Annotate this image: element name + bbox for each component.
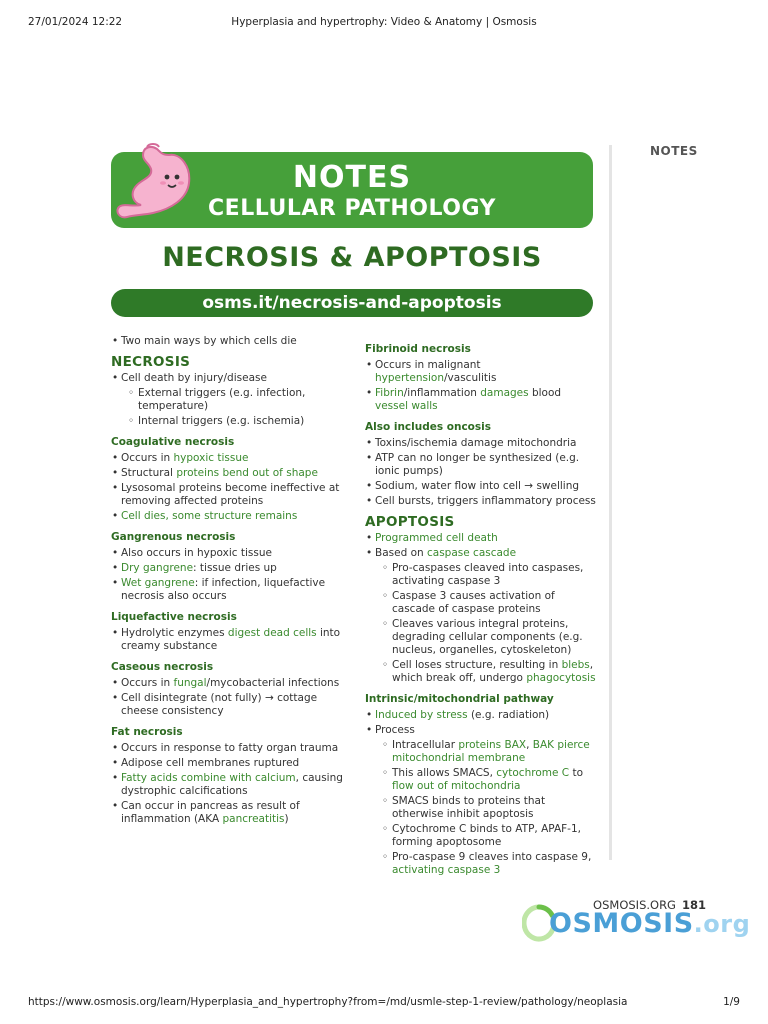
source-page-number: 181	[681, 898, 706, 912]
print-datetime: 27/01/2024 12:22	[28, 16, 123, 28]
bullet-text: Cell loses structure, resulting in	[392, 659, 562, 671]
bullet-item	[111, 547, 343, 560]
highlighted-term: fungal	[173, 677, 207, 689]
bullet-text: Cleaves various integral proteins, degrading cellular components (e.g. nucleus, organelles, cytoskeleton)	[392, 618, 583, 656]
bullet-text: /vasculitis	[444, 372, 497, 384]
bullet-item	[111, 467, 343, 480]
bullet-text: : if infection, liquefactive necrosis also occurs	[121, 577, 326, 602]
print-page-count: 1/9	[723, 996, 740, 1008]
bullet-text: Pro-caspases cleaved into caspases, activating caspase 3	[392, 562, 584, 587]
bullet-text: SMACS binds to proteins that otherwise inhibit apoptosis	[392, 795, 546, 820]
highlighted-term: Cell dies, some structure remains	[121, 510, 298, 522]
highlighted-term: pancreatitis	[222, 813, 285, 825]
sub-bullet-item	[365, 795, 597, 821]
highlighted-term: proteins bend out of shape	[176, 467, 318, 479]
highlighted-term: blebs	[561, 659, 590, 671]
bullet-text: Cell disintegrate (not fully) → cottage cheese consistency	[121, 692, 318, 717]
bullet-text: (e.g. radiation)	[467, 709, 550, 721]
highlighted-term: Fatty acids combine with calcium	[121, 772, 296, 784]
print-footer	[28, 996, 740, 1010]
highlighted-term: BAK pierce mitochondrial membrane	[392, 739, 590, 764]
highlighted-term: hypertension	[375, 372, 445, 384]
highlighted-term: Programmed cell death	[375, 532, 498, 544]
bullet-item	[111, 452, 343, 465]
sub-bullet-item	[365, 590, 597, 616]
sub-bullet-item	[111, 387, 343, 413]
bullet-text: /inflammation	[403, 387, 481, 399]
highlighted-term: digest dead cells	[227, 627, 317, 639]
subsection-heading: Coagulative necrosis	[111, 436, 235, 448]
bullet-item	[111, 677, 343, 690]
bullet-text: Toxins/ischemia damage mitochondria	[375, 437, 577, 449]
bullet-text: Also occurs in hypoxic tissue	[121, 547, 272, 559]
source-site: OSMOSIS.ORG	[593, 898, 676, 912]
highlighted-term: cytochrome C	[496, 767, 570, 779]
print-page-title: Hyperplasia and hypertrophy: Video & Anatomy | Osmosis	[231, 16, 537, 28]
bullet-item	[111, 335, 343, 348]
bullet-item	[365, 437, 597, 450]
stomach-mascot-icon	[113, 143, 201, 225]
bullet-text: Structural	[121, 467, 177, 479]
logo-wordmark: OSMOSIS	[549, 908, 694, 939]
print-header	[28, 16, 740, 30]
bullet-item	[111, 800, 343, 826]
bullet-text: /mycobacterial infections	[206, 677, 340, 689]
highlighted-term: vessel walls	[375, 400, 438, 412]
bullet-item	[365, 480, 597, 493]
bullet-item	[111, 757, 343, 770]
bullet-text: , causing dystrophic calcifications	[121, 772, 343, 797]
bullet-item	[365, 452, 597, 478]
highlighted-term: Induced by stress	[375, 709, 468, 721]
bullet-text: Hydrolytic enzymes	[121, 627, 228, 639]
bullet-text: Sodium, water flow into cell → swelling	[375, 480, 580, 492]
left-notes-column	[111, 335, 343, 828]
bullet-item	[365, 724, 597, 737]
banner-subject: CELLULAR PATHOLOGY	[208, 196, 496, 221]
highlighted-term: activating caspase 3	[392, 864, 501, 876]
subsection-heading: Also includes oncosis	[365, 421, 491, 433]
short-url-banner[interactable]: osms.it/necrosis-and-apoptosis	[111, 289, 593, 317]
bullet-text: Occurs in	[121, 677, 174, 689]
subsection-heading: Gangrenous necrosis	[111, 531, 236, 543]
highlighted-term: Dry gangrene	[121, 562, 194, 574]
subsection-heading: Caseous necrosis	[111, 661, 214, 673]
highlighted-term: damages	[480, 387, 529, 399]
highlighted-term: Wet gangrene	[121, 577, 195, 589]
bullet-text: Cell death by injury/disease	[121, 372, 267, 384]
bullet-text: into creamy substance	[121, 627, 341, 652]
banner-notes-label: NOTES	[292, 160, 412, 195]
bullet-text: : tissue dries up	[193, 562, 277, 574]
bullet-text: blood	[528, 387, 562, 399]
highlighted-term: Fibrin	[375, 387, 404, 399]
subsection-heading: Liquefactive necrosis	[111, 611, 237, 623]
bullet-item	[111, 772, 343, 798]
sub-bullet-item	[365, 659, 597, 685]
bullet-text: Pro-caspase 9 cleaves into caspase 9,	[392, 851, 592, 863]
bullet-item	[111, 692, 343, 718]
section-heading: APOPTOSIS	[365, 514, 455, 530]
document-title: NECROSIS & APOPTOSIS	[162, 242, 542, 273]
subsection-heading: Fibrinoid necrosis	[365, 343, 471, 355]
bullet-text: , which break off, undergo	[392, 659, 594, 684]
highlighted-term: proteins BAX	[458, 739, 527, 751]
bullet-item	[111, 482, 343, 508]
right-notes-column	[365, 335, 597, 879]
sub-bullet-item	[365, 823, 597, 849]
bullet-text: Occurs in response to fatty organ trauma	[121, 742, 339, 754]
bullet-text: to	[569, 767, 583, 779]
highlighted-term: flow out of mitochondria	[392, 780, 521, 792]
bullet-item	[111, 372, 343, 385]
sub-bullet-item	[365, 739, 597, 765]
bullet-text: Two main ways by which cells die	[121, 335, 297, 347]
bullet-text: External triggers (e.g. infection, temperature)	[138, 387, 306, 412]
bullet-text: Cytochrome C binds to ATP, APAF-1, forming apoptosome	[392, 823, 581, 848]
highlighted-term: phagocytosis	[526, 672, 596, 684]
bullet-text: This allows SMACS,	[392, 767, 497, 779]
sub-bullet-item	[365, 851, 597, 877]
bullet-text: Adipose cell membranes ruptured	[121, 757, 300, 769]
bullet-item	[365, 532, 597, 545]
bullet-text: Based on	[375, 547, 427, 559]
bullet-item	[365, 495, 597, 508]
bullet-text: Occurs in malignant	[375, 359, 481, 371]
section-heading: NECROSIS	[111, 354, 191, 370]
bullet-item	[111, 562, 343, 575]
print-url: https://www.osmosis.org/learn/Hyperplasia_and_hypertrophy?from=/md/usmle-step-1-review/pathology/neoplasia	[28, 996, 628, 1008]
bullet-text: ATP can no longer be synthesized (e.g. ionic pumps)	[375, 452, 580, 477]
bullet-item	[111, 510, 343, 523]
bullet-text: )	[284, 813, 289, 825]
sub-bullet-item	[365, 618, 597, 657]
sub-bullet-item	[365, 562, 597, 588]
logo-suffix: .org	[693, 910, 751, 938]
bullet-item	[111, 742, 343, 755]
highlighted-term: caspase cascade	[427, 547, 517, 559]
bullet-item	[111, 577, 343, 603]
column-divider	[609, 145, 612, 860]
bullet-text: Intracellular	[392, 739, 459, 751]
bullet-text: Process	[375, 724, 415, 736]
sub-bullet-item	[365, 767, 597, 793]
bullet-item	[365, 709, 597, 722]
bullet-text: Lysosomal proteins become ineffective at removing affected proteins	[121, 482, 340, 507]
bullet-item	[365, 359, 597, 385]
bullet-text: Occurs in	[121, 452, 174, 464]
bullet-item	[365, 387, 597, 413]
bullet-text: ,	[526, 739, 533, 751]
sub-bullet-item	[111, 415, 343, 428]
bullet-item	[111, 627, 343, 653]
bullet-text: Internal triggers (e.g. ischemia)	[138, 415, 305, 427]
bullet-text: Can occur in pancreas as result of inflammation (AKA	[121, 800, 300, 825]
subsection-heading: Fat necrosis	[111, 726, 183, 738]
highlighted-term: hypoxic tissue	[173, 452, 249, 464]
bullet-text: Caspase 3 causes activation of cascade of caspase proteins	[392, 590, 555, 615]
subsection-heading: Intrinsic/mitochondrial pathway	[365, 693, 554, 705]
bullet-text: Cell bursts, triggers inflammatory process	[375, 495, 596, 507]
bullet-item	[365, 547, 597, 560]
side-notes-label: NOTES	[650, 144, 698, 158]
